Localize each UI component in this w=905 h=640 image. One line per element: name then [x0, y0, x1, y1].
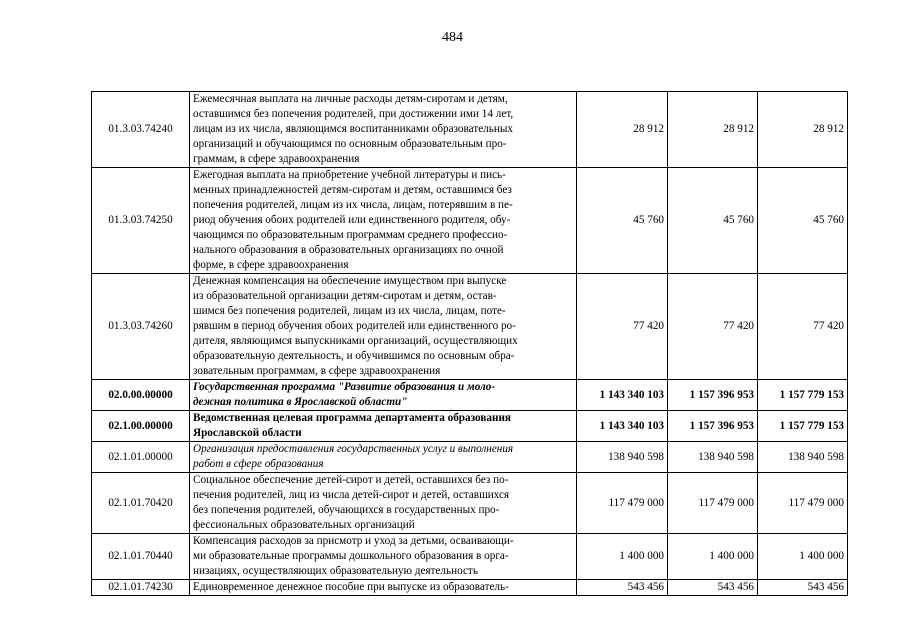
description-line: Ведомственная целевая программа департамента образования: [193, 412, 511, 424]
budget-description: [190, 580, 577, 596]
budget-code: 01.3.03.74250: [92, 168, 190, 274]
description-line: без попечения родителей, обучающихся в государственных про-: [193, 504, 500, 516]
description-line: работ в сфере образования: [193, 458, 324, 470]
table-row: [92, 580, 848, 596]
description-line: дежная политика в Ярославской области": [193, 396, 408, 408]
amount-year-2: 117 479 000: [668, 473, 758, 534]
budget-description: [190, 442, 577, 473]
description-line: образовательную деятельность, и обучившимся по основным обра-: [193, 350, 515, 362]
description-line: Денежная компенсация на обеспечение имуществом при выпуске: [193, 275, 507, 287]
table-row: [92, 168, 848, 274]
amount-year-2: 77 420: [668, 274, 758, 380]
amount-year-3: 77 420: [758, 274, 848, 380]
description-line: оставшимся без попечения родителей, при достижении ими 14 лет,: [193, 108, 514, 120]
description-line: Единовременное денежное пособие при выпуске из образователь-: [193, 581, 509, 593]
budget-description: [190, 92, 577, 168]
description-line: низациях, осуществляющих образовательную деятельность: [193, 565, 478, 577]
amount-year-3: 1 157 779 153: [758, 411, 848, 442]
budget-code: 02.1.01.74230: [92, 580, 190, 596]
table-row: [92, 473, 848, 534]
budget-table: [91, 91, 848, 596]
budget-code: 02.1.00.00000: [92, 411, 190, 442]
description-line: риод обучения обоих родителей или единственного родителя, обу-: [193, 214, 511, 226]
amount-year-1: 1 143 340 103: [577, 411, 668, 442]
amount-year-3: 117 479 000: [758, 473, 848, 534]
amount-year-1: 28 912: [577, 92, 668, 168]
amount-year-1: 1 400 000: [577, 534, 668, 580]
amount-year-3: 138 940 598: [758, 442, 848, 473]
amount-year-2: 1 400 000: [668, 534, 758, 580]
amount-year-1: 77 420: [577, 274, 668, 380]
amount-year-2: 1 157 396 953: [668, 380, 758, 411]
table-row: [92, 92, 848, 168]
description-line: менных принадлежностей детям-сиротам и детям, оставшимся без: [193, 184, 512, 196]
amount-year-2: 543 456: [668, 580, 758, 596]
budget-code: 02.1.01.70440: [92, 534, 190, 580]
description-line: граммам, в сфере здравоохранения: [193, 153, 360, 165]
description-line: фессиональных образовательных организаций: [193, 519, 415, 531]
amount-year-3: 1 400 000: [758, 534, 848, 580]
amount-year-3: 1 157 779 153: [758, 380, 848, 411]
description-line: Государственная программа "Развитие образования и моло-: [193, 381, 496, 393]
budget-code: 02.0.00.00000: [92, 380, 190, 411]
amount-year-1: 45 760: [577, 168, 668, 274]
description-line: печения родителей, лиц из числа детей-сирот и детей, оставшихся: [193, 489, 510, 501]
amount-year-1: 1 143 340 103: [577, 380, 668, 411]
budget-code: 02.1.01.00000: [92, 442, 190, 473]
description-line: Компенсация расходов за присмотр и уход за детьми, осваивающи-: [193, 535, 514, 547]
budget-code: 02.1.01.70420: [92, 473, 190, 534]
description-line: нального образования в образовательных организациях по очной: [193, 244, 504, 256]
amount-year-1: 117 479 000: [577, 473, 668, 534]
budget-description: [190, 473, 577, 534]
amount-year-2: 28 912: [668, 92, 758, 168]
description-line: дителя, являющимся выпускниками организаций, осуществляющих: [193, 335, 518, 347]
amount-year-3: 28 912: [758, 92, 848, 168]
budget-description: [190, 534, 577, 580]
amount-year-1: 543 456: [577, 580, 668, 596]
amount-year-2: 1 157 396 953: [668, 411, 758, 442]
description-line: Социальное обеспечение детей-сирот и детей, оставшихся без по-: [193, 474, 509, 486]
description-line: лицам из их числа, являющимся воспитанниками образовательных: [193, 123, 513, 135]
table-row: [92, 274, 848, 380]
budget-description: [190, 168, 577, 274]
description-line: Ежемесячная выплата на личные расходы детям-сиротам и детям,: [193, 93, 508, 105]
amount-year-2: 138 940 598: [668, 442, 758, 473]
description-line: из образовательной организации детям-сиротам и детям, остав-: [193, 290, 497, 302]
description-line: шимся без попечения родителей, лицам из их числа, лицам, поте-: [193, 305, 506, 317]
description-line: организаций и обучающимся по основным образовательным про-: [193, 138, 507, 150]
amount-year-1: 138 940 598: [577, 442, 668, 473]
description-line: форме, в сфере здравоохранения: [193, 259, 349, 271]
amount-year-2: 45 760: [668, 168, 758, 274]
description-line: Ежегодная выплата на приобретение учебной литературы и пись-: [193, 169, 506, 181]
description-line: ми образовательные программы дошкольного образования в орга-: [193, 550, 509, 562]
description-line: чающимся по образовательным программам среднего профессио-: [193, 229, 508, 241]
description-line: попечения родителей, лицам из их числа, лицам, потерявшим в пе-: [193, 199, 513, 211]
budget-code: 01.3.03.74240: [92, 92, 190, 168]
table-row: [92, 442, 848, 473]
description-line: Организация предоставления государственных услуг и выполнения: [193, 443, 514, 455]
budget-description: [190, 274, 577, 380]
table-row: [92, 411, 848, 442]
table-row: [92, 380, 848, 411]
description-line: зовательным программам, в сфере здравоохранения: [193, 365, 441, 377]
amount-year-3: 543 456: [758, 580, 848, 596]
page-number: 484: [442, 30, 463, 45]
table-row: [92, 534, 848, 580]
description-line: Ярославской области: [193, 427, 302, 439]
budget-code: 01.3.03.74260: [92, 274, 190, 380]
budget-description: [190, 411, 577, 442]
amount-year-3: 45 760: [758, 168, 848, 274]
description-line: рявшим в период обучения обоих родителей или единственного ро-: [193, 320, 516, 332]
budget-description: [190, 380, 577, 411]
